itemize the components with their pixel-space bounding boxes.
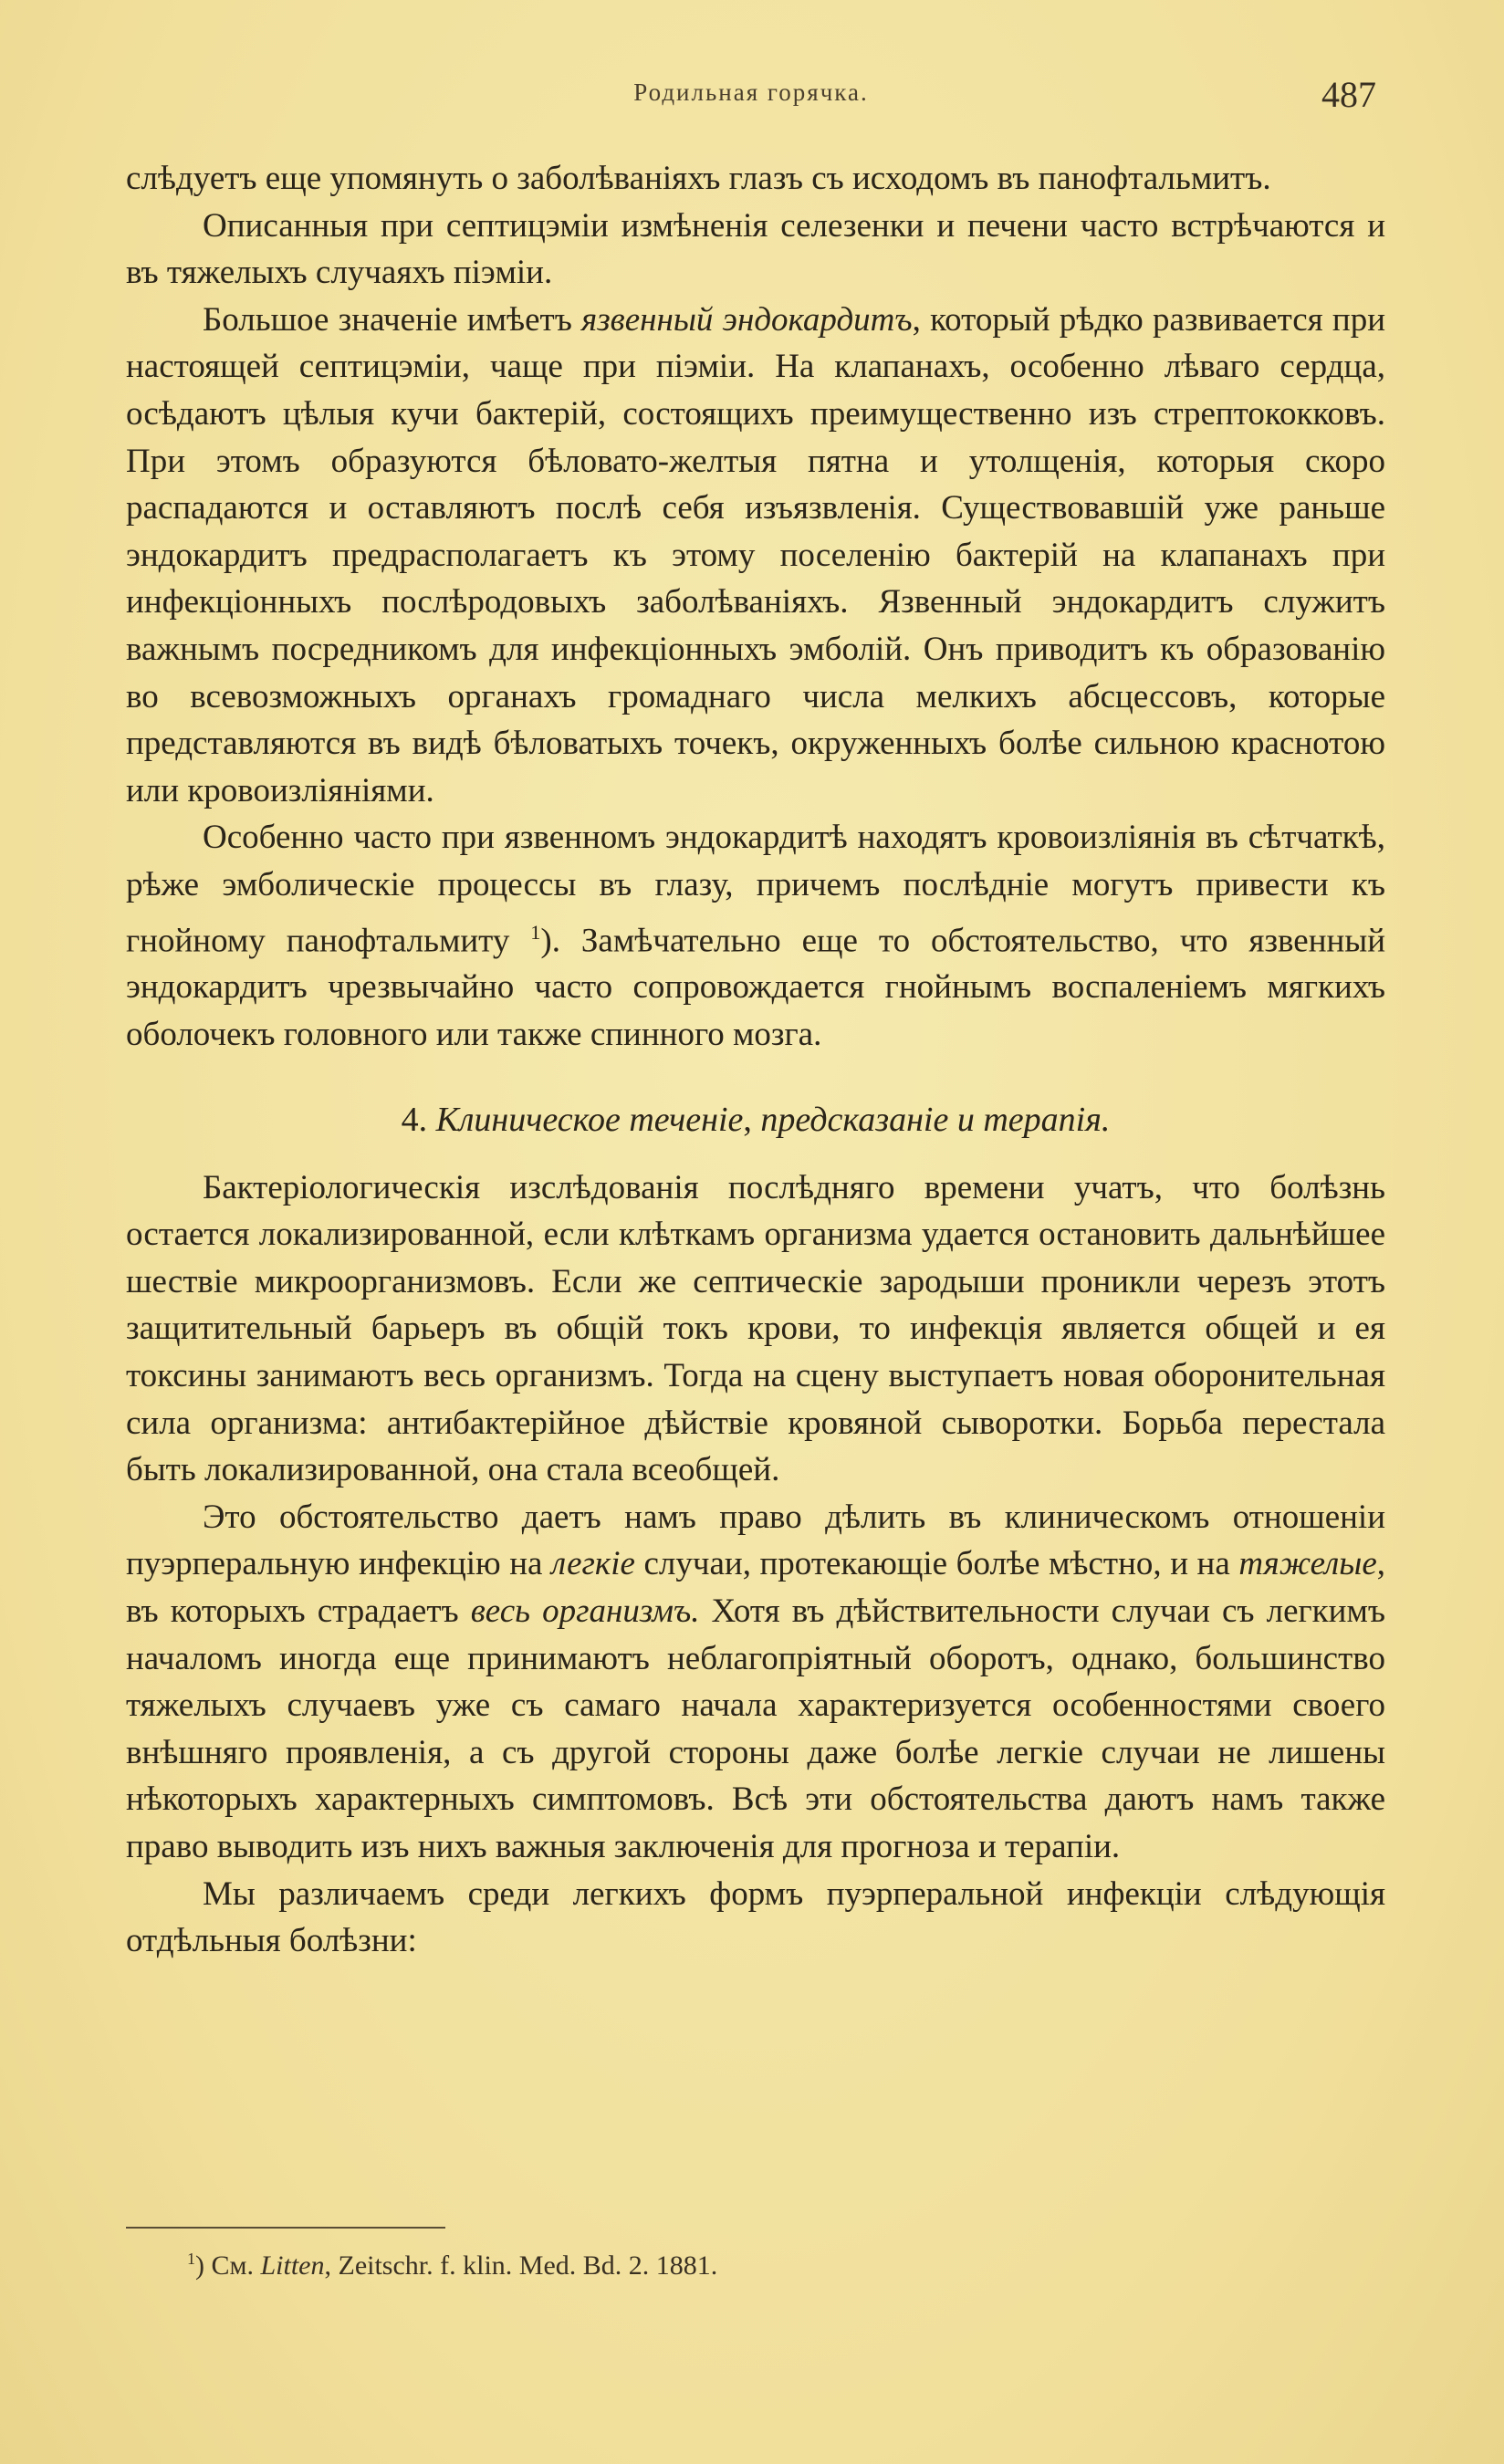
footnote-reference: 1 xyxy=(530,920,541,944)
paragraph-3 xyxy=(126,297,1385,815)
paragraph-1: слѣдуетъ еще упомянуть о заболѣваніяхъ глазъ съ исходомъ въ панофтальмитъ. xyxy=(126,160,1271,197)
section-title-comma: , xyxy=(743,1100,761,1139)
footnote-text-b: , Zeitschr. f. klin. Med. Bd. 2. 1881. xyxy=(324,2250,718,2281)
footnote-divider xyxy=(126,2227,445,2229)
section-title-a: Клиническое теченіе xyxy=(435,1100,744,1139)
paragraph-4-part-b: ). Замѣчательно еще то обстоятельство, что язвенный эндокардитъ чрезвычайно часто сопровождается гнойнымъ воспаленіемъ мягкихъ оболочекъ головного или также спинного мозга. xyxy=(126,921,1385,1054)
paragraph-3-emphasis: язвенный эндокардитъ xyxy=(581,300,913,339)
paragraph-7: Мы различаемъ среди легкихъ формъ пуэрперальной инфекціи слѣдующія отдѣльныя болѣзни: xyxy=(126,1874,1385,1960)
section-heading xyxy=(126,1099,1385,1141)
paragraph-2: Описанныя при септицэміи измѣненія селезенки и печени часто встрѣчаются и въ тяжелыхъ случаяхъ піэміи. xyxy=(126,206,1385,292)
page-number: 487 xyxy=(1321,74,1376,115)
paragraph-3-part-b: , который рѣдко развивается при настоящей септицэміи, чаще при піэміи. На клапанахъ, особенно лѣваго сердца, осѣдаютъ цѣлыя кучи бактерій, состоящихъ преимущественно изъ стрептококковъ. При этомъ образуются бѣловато-желтыя пятна и утолщенія, которыя скоро распадаются и оставляютъ послѣ себя изъязвленія. Существовавшій уже раньше эндокардитъ предрасполагаетъ къ этому поселенію бактерій на клапанахъ при инфекціонныхъ послѣродовыхъ заболѣваніяхъ. Язвенный эндокардитъ служитъ важнымъ посредникомъ для инфекціонныхъ эмболій. Онъ приводитъ къ образованію во всевозможныхъ органахъ громаднаго числа мелкихъ абсцессовъ, которые представляются въ видѣ бѣловатыхъ точекъ, окруженныхъ болѣе сильною краснотою или кровоизліяніями. xyxy=(126,300,1385,809)
paragraph-6-emphasis-3: весь организмъ. xyxy=(470,1592,700,1630)
footnote-text-a: ) См. xyxy=(195,2250,261,2281)
paragraph-6-emphasis-1: легкіе xyxy=(551,1545,635,1583)
page-body xyxy=(126,155,1385,1965)
paragraph-6 xyxy=(126,1494,1385,1871)
footnote-marker: 1 xyxy=(187,2250,195,2268)
footnote-author: Litten xyxy=(260,2250,325,2281)
paragraph-3-part-a: Большое значеніе имѣетъ xyxy=(203,300,582,339)
paragraph-4-part-a: Особенно часто при язвенномъ эндокардитѣ находятъ кровоизліянія въ сѣтчаткѣ, рѣже эмболическіе процессы въ глазу, причемъ послѣдніе могутъ привести къ гнойному панофтальмиту xyxy=(126,819,1385,959)
running-title: Родильная горячка. xyxy=(633,78,869,106)
paragraph-6-part-c: , въ которыхъ страдаетъ xyxy=(126,1545,1385,1630)
paragraph-6-emphasis-2: тяжелые xyxy=(1238,1545,1377,1583)
page-header xyxy=(126,73,1376,119)
section-title-b: предсказаніе и терапія. xyxy=(760,1100,1111,1139)
paragraph-5: Бактеріологическія изслѣдованія послѣдняго времени учатъ, что болѣзнь остается локализированной, если клѣткамъ организма удается остановить дальнѣйшее шествіе микроорганизмовъ. Если же септическіе зародыши проникли черезъ этотъ защитительный барьеръ въ общій токъ крови, то инфекція является общей и ея токсины занимаютъ весь организмъ. Тогда на сцену выступаетъ новая оборонительная сила организма: антибактерійное дѣйствіе кровяной сыворотки. Борьба перестала быть локализированной, она стала всеобщей. xyxy=(126,1168,1385,1489)
paragraph-4 xyxy=(126,814,1385,1058)
footnote xyxy=(187,2240,717,2284)
paragraph-6-part-d: Хотя въ дѣйствительности случаи съ легкимъ началомъ иногда еще принимаютъ неблагопріятный оборотъ, однако, большинство тяжелыхъ случаевъ уже съ самаго начала характеризуется особенностями своего внѣшняго проявленія, а съ другой стороны даже болѣе легкіе случаи не лишены нѣкоторыхъ характерныхъ симптомовъ. Всѣ эти обстоятельства даютъ намъ также право выводить изъ нихъ важныя заключенія для прогноза и терапіи. xyxy=(126,1592,1385,1865)
section-number: 4. xyxy=(401,1100,428,1139)
paragraph-6-part-a: Это обстоятельство даетъ намъ право дѣлить въ клиническомъ отношеніи пуэрперальную инфекцію на xyxy=(126,1498,1385,1583)
paragraph-6-part-b: случаи, протекающіе болѣе мѣстно, и на xyxy=(634,1545,1239,1583)
